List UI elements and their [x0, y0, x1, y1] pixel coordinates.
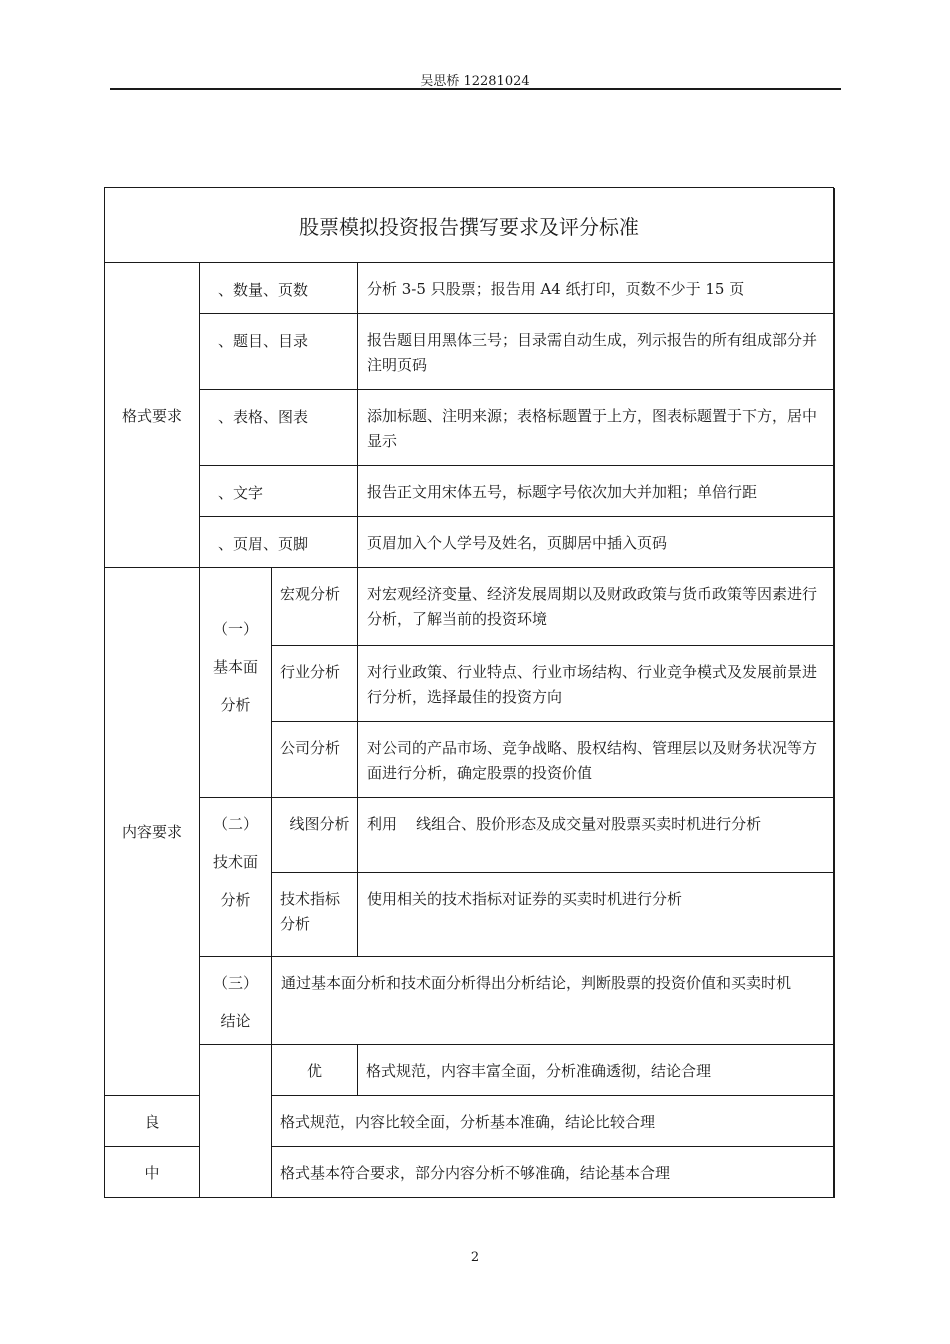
table-row [105, 314, 834, 390]
table-row [105, 517, 834, 568]
aspect-desc: 对行业政策、行业特点、行业市场结构、行业竞争模式及发展前景进行分析，选择最佳的投资方向 [358, 646, 834, 722]
format-requirements-label: 格式要求 [105, 263, 200, 568]
format-item-name: 、页眉、页脚 [200, 517, 358, 568]
aspect-name: 线图分析 [272, 798, 358, 873]
format-item-desc: 分析 3-5 只股票；报告用 A4 纸打印，页数不少于 15 页 [358, 263, 834, 314]
technical-analysis-label: （二） 技术面 分析 [200, 798, 272, 957]
format-item-desc: 添加标题、注明来源；表格标题置于上方，图表标题置于下方，居中显示 [358, 390, 834, 466]
format-item-desc: 报告题目用黑体三号；目录需自动生成，列示报告的所有组成部分并注明页码 [358, 314, 834, 390]
aspect-name: 行业分析 [272, 646, 358, 722]
format-item-desc: 页眉加入个人学号及姓名，页脚居中插入页码 [358, 517, 834, 568]
aspect-desc: 对公司的产品市场、竞争战略、股权结构、管理层以及财务状况等方面进行分析，确定股票的投资价值 [358, 722, 834, 798]
format-item-desc: 报告正文用宋体五号，标题字号依次加大并加粗；单倍行距 [358, 466, 834, 517]
page-number: 2 [470, 1250, 480, 1265]
aspect-desc: 利用 线组合、股价形态及成交量对股票买卖时机进行分析 [358, 798, 834, 873]
aspect-desc: 对宏观经济变量、经济发展周期以及财政政策与货币政策等因素进行分析，了解当前的投资环境 [358, 568, 834, 646]
aspect-desc: 使用相关的技术指标对证券的买卖时机进行分析 [358, 873, 834, 957]
table-row [105, 798, 834, 873]
grade-level: 优 [272, 1045, 358, 1096]
aspect-name: 宏观分析 [272, 568, 358, 646]
table-row [105, 957, 834, 1045]
aspect-name: 技术指标分析 [272, 873, 358, 957]
grade-level: 良 [105, 1096, 200, 1147]
page-header: 吴思桥 12281024 [420, 74, 530, 89]
table-title: 股票模拟投资报告撰写要求及评分标准 [105, 188, 834, 263]
format-item-name: 、数量、页数 [200, 263, 358, 314]
table-row [105, 1045, 834, 1096]
fundamental-analysis-label: （一） 基本面 分析 [200, 568, 272, 798]
grade-desc: 格式基本符合要求，部分内容分析不够准确，结论基本合理 [272, 1147, 834, 1198]
table-row [105, 390, 834, 466]
table-row [105, 466, 834, 517]
grading-label [200, 1045, 272, 1198]
grade-desc: 格式规范，内容比较全面，分析基本准确，结论比较合理 [272, 1096, 834, 1147]
grade-level: 中 [105, 1147, 200, 1198]
format-item-name: 、表格、图表 [200, 390, 358, 466]
aspect-name: 公司分析 [272, 722, 358, 798]
conclusion-label: （三） 结论 [200, 957, 272, 1045]
grading-standards-table [104, 187, 835, 1198]
format-item-name: 、题目、目录 [200, 314, 358, 390]
grade-desc: 格式规范，内容丰富全面，分析准确透彻，结论合理 [358, 1045, 834, 1096]
table-row [105, 263, 834, 314]
format-item-name: 、文字 [200, 466, 358, 517]
content-requirements-label: 内容要求 [105, 568, 200, 1096]
conclusion-desc: 通过基本面分析和技术面分析得出分析结论，判断股票的投资价值和买卖时机 [272, 957, 834, 1045]
header-rule [110, 88, 841, 90]
table-row [105, 568, 834, 646]
